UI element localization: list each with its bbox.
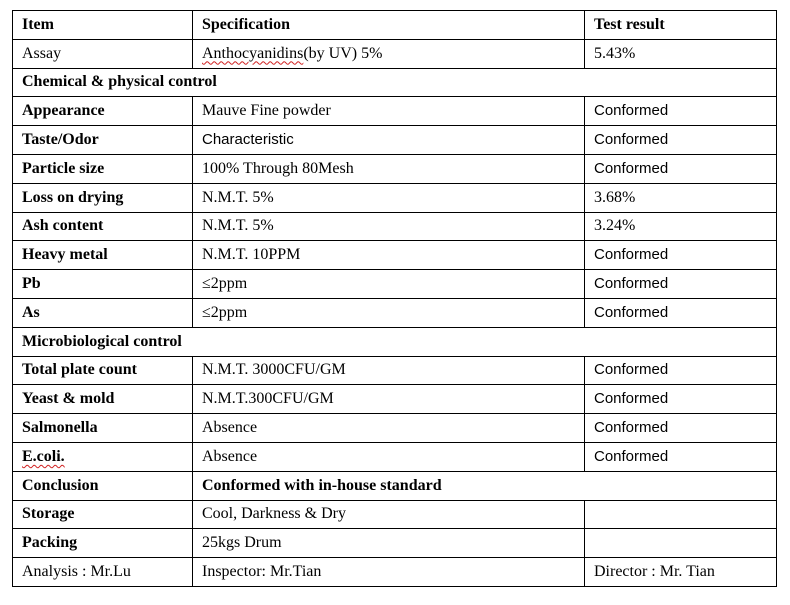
- row-result: Conformed: [585, 270, 777, 299]
- row-result: Conformed: [585, 298, 777, 327]
- row-result: Conformed: [585, 241, 777, 270]
- assay-spec: [193, 39, 585, 68]
- header-specification: Specification: [193, 11, 585, 40]
- header-test-result: Test result: [585, 11, 777, 40]
- row-spec: Mauve Fine powder: [193, 97, 585, 126]
- row-item: Ash content: [13, 212, 193, 241]
- row-spec: N.M.T. 3000CFU/GM: [193, 356, 585, 385]
- row-result: Conformed: [585, 442, 777, 471]
- table-row: [13, 126, 777, 155]
- row-spec: ≤2ppm: [193, 298, 585, 327]
- table-row: [13, 154, 777, 183]
- row-result: 3.68%: [585, 183, 777, 212]
- storage-result: [585, 500, 777, 529]
- row-item: As: [13, 298, 193, 327]
- row-item: [13, 442, 193, 471]
- row-spec: Absence: [193, 414, 585, 443]
- ecoli-label: E.coli.: [22, 447, 65, 465]
- row-spec: Characteristic: [193, 126, 585, 155]
- storage-spec: Cool, Darkness & Dry: [193, 500, 585, 529]
- table-row: [13, 385, 777, 414]
- packing-item: Packing: [13, 529, 193, 558]
- row-item: Total plate count: [13, 356, 193, 385]
- row-result: Conformed: [585, 385, 777, 414]
- row-spec: N.M.T. 5%: [193, 212, 585, 241]
- storage-row: [13, 500, 777, 529]
- table-row: [13, 183, 777, 212]
- row-item: Particle size: [13, 154, 193, 183]
- row-item: Taste/Odor: [13, 126, 193, 155]
- table-row: [13, 270, 777, 299]
- section-row-microbiological: [13, 327, 777, 356]
- assay-row: [13, 39, 777, 68]
- row-item: Appearance: [13, 97, 193, 126]
- signature-director: Director : Mr. Tian: [585, 558, 777, 587]
- row-result: Conformed: [585, 126, 777, 155]
- conclusion-item: Conclusion: [13, 471, 193, 500]
- section-row-chemical: [13, 68, 777, 97]
- row-item: Loss on drying: [13, 183, 193, 212]
- row-result: Conformed: [585, 154, 777, 183]
- assay-spec-rest: (by UV) 5%: [303, 44, 383, 62]
- row-item: Heavy metal: [13, 241, 193, 270]
- signature-row: [13, 558, 777, 587]
- conclusion-row: [13, 471, 777, 500]
- row-spec: N.M.T. 10PPM: [193, 241, 585, 270]
- table-row: [13, 356, 777, 385]
- row-spec: 100% Through 80Mesh: [193, 154, 585, 183]
- table-row: [13, 212, 777, 241]
- section-chemical: Chemical & physical control: [13, 68, 777, 97]
- assay-result: 5.43%: [585, 39, 777, 68]
- header-row: [13, 11, 777, 40]
- table-row: [13, 241, 777, 270]
- packing-spec: 25kgs Drum: [193, 529, 585, 558]
- signature-analysis: Analysis : Mr.Lu: [13, 558, 193, 587]
- row-result: 3.24%: [585, 212, 777, 241]
- row-spec: Absence: [193, 442, 585, 471]
- packing-result: [585, 529, 777, 558]
- table-row: [13, 298, 777, 327]
- row-spec: N.M.T. 5%: [193, 183, 585, 212]
- table-row: [13, 414, 777, 443]
- signature-inspector: Inspector: Mr.Tian: [193, 558, 585, 587]
- assay-spec-term: Anthocyanidins: [202, 44, 304, 62]
- section-microbiological: Microbiological control: [13, 327, 777, 356]
- row-item: Yeast & mold: [13, 385, 193, 414]
- conclusion-value: Conformed with in-house standard: [193, 471, 777, 500]
- table-row: [13, 442, 777, 471]
- row-result: Conformed: [585, 97, 777, 126]
- certificate-of-analysis-table: [12, 10, 777, 587]
- header-item: Item: [13, 11, 193, 40]
- row-spec: N.M.T.300CFU/GM: [193, 385, 585, 414]
- row-item: Pb: [13, 270, 193, 299]
- assay-item: Assay: [13, 39, 193, 68]
- row-result: Conformed: [585, 414, 777, 443]
- table-row: [13, 97, 777, 126]
- row-spec: ≤2ppm: [193, 270, 585, 299]
- row-result: Conformed: [585, 356, 777, 385]
- storage-item: Storage: [13, 500, 193, 529]
- packing-row: [13, 529, 777, 558]
- row-item: Salmonella: [13, 414, 193, 443]
